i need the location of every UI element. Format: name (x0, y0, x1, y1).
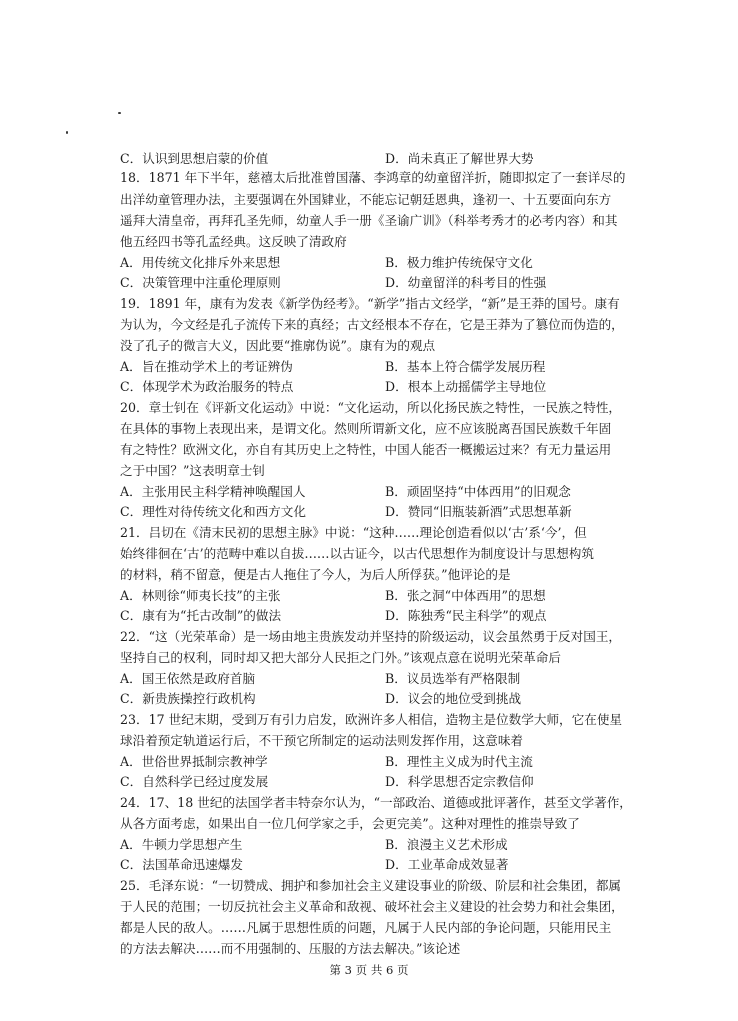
q17-option-d: D．尚未真正了解世界大势 (385, 151, 534, 166)
q17-option-c: C．认识到思想启蒙的价值 (120, 151, 269, 166)
q20-stem-line: 之于中国？”这表明章士钊 (120, 463, 265, 478)
q22-stem-line: 坚持自己的权利，同时却又把大部分人民拒之门外。”该观点意在说明光荣革命后 (120, 650, 561, 665)
q21-option-b: B．张之洞“中体西用”的思想 (385, 588, 546, 603)
q18-stem-line: 遥拜大清皇帝，再拜孔圣先师，幼童人手一册《圣谕广训》（科举考秀才的必考内容）和其 (120, 213, 618, 228)
q18-option-a: A．用传统文化排斥外来思想 (120, 255, 281, 270)
q18-option-d: D．幼童留洋的科考目的性强 (385, 275, 547, 290)
q23-stem-line: 球沿着预定轨道运行后，不干预它所制定的运动法则发挥作用，这意味着 (120, 733, 523, 748)
q19-stem-line: 19．1891 年，康有为发表《新学伪经考》。“新学”指古文经学，“新”是王莽的国号。康有 (120, 296, 620, 311)
q23-option-a: A．世俗世界抵制宗教神学 (120, 754, 268, 769)
q23-option-d: D．科学思想否定宗教信仰 (385, 774, 534, 789)
q18-option-c: C．决策管理中注重伦理原则 (120, 275, 281, 290)
q21-stem-line: 始终徘徊在‘古’的范畴中难以自拔……以古证今，以古代思想作为制度设计与思想构筑 (120, 546, 594, 561)
q25-stem-line: 都是人民的敌人。……凡属于思想性质的问题，凡属于人民内部的争论问题，只能用民主 (120, 920, 612, 935)
q18-stem-line: 他五经四书等孔孟经典。这反映了清政府 (120, 234, 347, 249)
q24-option-b: B．浪漫主义艺术形成 (385, 837, 508, 852)
q20-option-a: A．主张用民主科学精神唤醒国人 (120, 484, 306, 499)
q23-option-b: B．理性主义成为时代主流 (385, 754, 533, 769)
q25-stem-line: 的方法去解决……而不用强制的、压服的方法去解决。”该论述 (120, 941, 461, 956)
scan-speck (66, 131, 68, 134)
q24-option-a: A．牛顿力学思想产生 (120, 837, 243, 852)
q24-option-c: C．法国革命迅速爆发 (120, 857, 243, 872)
scan-speck (118, 112, 121, 114)
q21-option-d: D．陈独秀“民主科学”的观点 (385, 608, 547, 623)
q21-stem-line: 21．吕切在《清末民初的思想主脉》中说：“这种……理论创造看似以‘古’系‘今’，但 (120, 525, 587, 540)
q25-stem-line: 于人民的范围；一切反抗社会主义革命和敌视、破坏社会主义建设的社会势力和社会集团， (120, 899, 624, 914)
q24-stem-line: 从各方面考虑，如果出自一位几何学家之手，会更完美”。这种对理性的推崇导致了 (120, 816, 580, 831)
q18-stem-line: 出洋幼童管理办法，主要强调在外国肄业，不能忘记朝廷恩典，逢初一、十五要面向东方 (120, 192, 612, 207)
q24-stem-line: 24．17、18 世纪的法国学者丰特奈尔认为，“一部政治、道德或批评著作，甚至文学著作， (120, 795, 632, 810)
q20-stem-line: 在具体的事物上表现出来，是谓文化。然则所谓新文化，应不应该脱离吾国民族数千年固 (120, 421, 612, 436)
q21-option-c: C．康有为“托古改制”的做法 (120, 608, 282, 623)
q18-stem-line: 18．1871 年下半年，慈禧太后批准曾国藩、李鸿章的幼童留洋折，随即拟定了一套详尽的 (120, 170, 626, 185)
q22-stem-line: 22．“这（光荣革命）是一场由地主贵族发动并坚持的阶级运动，议会虽然勇于反对国王， (120, 629, 622, 644)
page-number: 第 3 页 共 6 页 (329, 963, 409, 977)
q22-option-a: A．国王依然是政府首脑 (120, 671, 256, 686)
q22-option-d: D．议会的地位受到挑战 (385, 691, 522, 706)
q19-stem-line: 为认为，今文经是孔子流传下来的真经；古文经根本不存在，它是王莽为了篡位而伪造的， (120, 317, 624, 332)
q22-option-c: C．新贵族操控行政机构 (120, 691, 256, 706)
q19-option-c: C．体现学术为政治服务的特点 (120, 379, 294, 394)
q20-option-b: B．顽固坚持“中体西用”的旧观念 (385, 484, 571, 499)
q19-option-b: B．基本上符合儒学发展历程 (385, 359, 546, 374)
q20-option-d: D．赞同“旧瓶装新酒”式思想革新 (385, 504, 572, 519)
q21-option-a: A．林则徐“师夷长技”的主张 (120, 588, 281, 603)
q20-stem-line: 20．章士钊在《评新文化运动》中说：“文化运动，所以化扬民族之特性，一民族之特性， (120, 400, 622, 415)
q23-option-c: C．自然科学已经过度发展 (120, 774, 269, 789)
q21-stem-line: 的材料，稍不留意，便是古人拖住了今人，为后人所俘获。”他评论的是 (120, 567, 511, 582)
q24-option-d: D．工业革命成效显著 (385, 857, 509, 872)
q19-option-d: D．根本上动摇儒学主导地位 (385, 379, 547, 394)
q23-stem-line: 23．17 世纪末期，受到万有引力启发，欧洲许多人相信，造物主是位数学大师，它在使星 (120, 712, 623, 727)
q22-option-b: B．议员选举有严格限制 (385, 671, 521, 686)
q18-option-b: B．极力维护传统保守文化 (385, 255, 533, 270)
q19-stem-line: 没了孔子的微言大义，因此要“推廓伪说”。康有为的观点 (120, 338, 436, 353)
q19-option-a: A．旨在推动学术上的考证辨伪 (120, 359, 293, 374)
q20-option-c: C．理性对待传统文化和西方文化 (120, 504, 306, 519)
q20-stem-line: 有之特性？欧洲文化，亦自有其历史上之特性，中国人能否一概搬运过来？有无力量运用 (120, 442, 612, 457)
q25-stem-line: 25．毛泽东说：“一切赞成、拥护和参加社会主义建设事业的阶级、阶层和社会集团，都属 (120, 878, 622, 893)
